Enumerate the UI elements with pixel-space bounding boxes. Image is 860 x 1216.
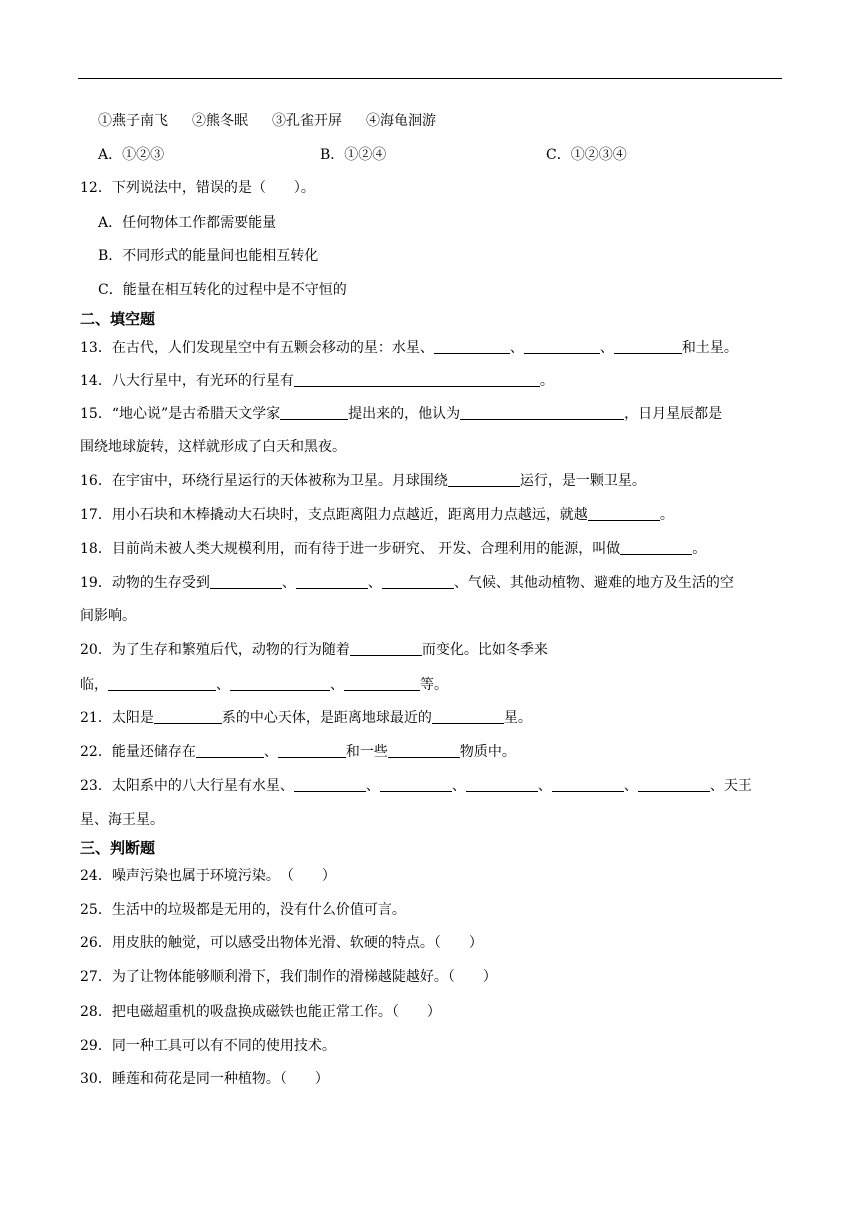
q22-blank-1[interactable] bbox=[196, 742, 264, 758]
q19-blank-1[interactable] bbox=[210, 573, 282, 589]
q17: 17．用小石块和木棒撬动大石块时，支点距离阻力点越近，距离用力点越远，就越 。 bbox=[80, 507, 674, 523]
q13-blank-1[interactable] bbox=[434, 338, 510, 354]
q13: 13．在古代，人们发现星空中有五颗会移动的星：水星、 、 、 和土星。 bbox=[80, 340, 738, 356]
q19-line2: 间影响。 bbox=[80, 608, 136, 624]
q11-item-1: ①燕子南飞 bbox=[98, 113, 168, 129]
q23-blank-3[interactable] bbox=[466, 776, 538, 792]
q23: 23．太阳系中的八大行星有水星、 、 、 、 、 、天王 bbox=[80, 778, 752, 794]
q19: 19．动物的生存受到 、 、 、气候、其他动植物、避难的地方及生活的空 bbox=[80, 575, 734, 591]
q12-option-a: A．任何物体工作都需要能量 bbox=[98, 215, 277, 231]
q14: 14．八大行星中，有光环的行星有 。 bbox=[80, 373, 554, 389]
q25: 25．生活中的垃圾都是无用的，没有什么价值可言。 bbox=[80, 902, 406, 918]
q24: 24．噪声污染也属于环境污染。 （ ） bbox=[80, 868, 336, 884]
q28: 28．把电磁超重机的吸盘换成磁铁也能正常工作。（ ） bbox=[80, 1004, 441, 1020]
q16: 16．在宇宙中，环绕行星运行的天体被称为卫星。月球围绕 运行，是一颗卫星。 bbox=[80, 473, 646, 489]
q11-option-b: B．①②④ bbox=[320, 147, 387, 163]
q12-option-c: C．能量在相互转化的过程中是不守恒的 bbox=[98, 282, 347, 298]
q19-blank-3[interactable] bbox=[382, 573, 454, 589]
q21-blank-2[interactable] bbox=[432, 708, 504, 724]
q20-blank-3[interactable] bbox=[230, 675, 330, 691]
q30: 30．睡莲和荷花是同一种植物。（ ） bbox=[80, 1071, 329, 1087]
q21-blank-1[interactable] bbox=[154, 708, 222, 724]
q22-blank-2[interactable] bbox=[278, 742, 346, 758]
q26: 26．用皮肤的触觉，可以感受出物体光滑、软硬的特点。（ ） bbox=[80, 935, 483, 951]
q12-stem: 12．下列说法中，错误的是（ ）。 bbox=[80, 180, 315, 196]
q11-option-c: C．①②③④ bbox=[546, 147, 627, 163]
q27: 27．为了让物体能够顺利滑下，我们制作的滑梯越陡越好。（ ） bbox=[80, 969, 497, 985]
section-fill-in-heading: 二、填空题 bbox=[80, 310, 156, 328]
q15-line2: 围绕地球旋转，这样就形成了白天和黑夜。 bbox=[80, 439, 346, 455]
q20-blank-1[interactable] bbox=[350, 640, 422, 656]
q20-blank-4[interactable] bbox=[344, 675, 420, 691]
q15: 15．“地心说”是古希腊天文学家 提出来的，他认为 ，日月星辰都是 bbox=[80, 406, 723, 422]
q23-line2: 星、海王星。 bbox=[80, 812, 164, 828]
q20-line2: 临， 、 、 等。 bbox=[80, 677, 448, 693]
section-judge-heading: 三、判断题 bbox=[80, 839, 156, 857]
q11-item-2: ②熊冬眠 bbox=[192, 113, 248, 129]
q20: 20．为了生存和繁殖后代，动物的行为随着 而变化。比如冬季来 bbox=[80, 642, 548, 658]
q12-option-b: B．不同形式的能量间也能相互转化 bbox=[98, 248, 319, 264]
q13-blank-2[interactable] bbox=[524, 338, 600, 354]
q22: 22．能量还储存在 、 和一些 物质中。 bbox=[80, 744, 516, 760]
q11-item-3: ③孔雀开屏 bbox=[272, 113, 342, 129]
q15-blank-1[interactable] bbox=[280, 404, 348, 420]
q18: 18．目前尚未被人类大规模利用，而有待于进一步研究、 开发、合理利用的能源，叫做 。 bbox=[80, 541, 707, 557]
q16-blank-1[interactable] bbox=[448, 471, 520, 487]
q21: 21．太阳是 系的中心天体，是距离地球最近的 星。 bbox=[80, 710, 532, 726]
q14-blank-1[interactable] bbox=[294, 371, 540, 387]
q19-blank-2[interactable] bbox=[296, 573, 368, 589]
header-rule bbox=[78, 78, 782, 79]
q23-blank-4[interactable] bbox=[552, 776, 624, 792]
q18-blank-1[interactable] bbox=[620, 539, 692, 555]
q11-item-4: ④海龟洄游 bbox=[366, 113, 436, 129]
q13-blank-3[interactable] bbox=[614, 338, 682, 354]
q20-blank-2[interactable] bbox=[108, 675, 216, 691]
q22-blank-3[interactable] bbox=[388, 742, 460, 758]
q23-blank-5[interactable] bbox=[638, 776, 710, 792]
q17-blank-1[interactable] bbox=[588, 505, 660, 521]
q29: 29．同一种工具可以有不同的使用技术。 bbox=[80, 1038, 336, 1054]
q11-options bbox=[98, 145, 802, 165]
q11-items bbox=[98, 111, 802, 131]
q23-blank-1[interactable] bbox=[294, 776, 366, 792]
q15-blank-2[interactable] bbox=[460, 404, 624, 420]
q23-blank-2[interactable] bbox=[380, 776, 452, 792]
q11-option-a: A．①②③ bbox=[98, 147, 165, 163]
